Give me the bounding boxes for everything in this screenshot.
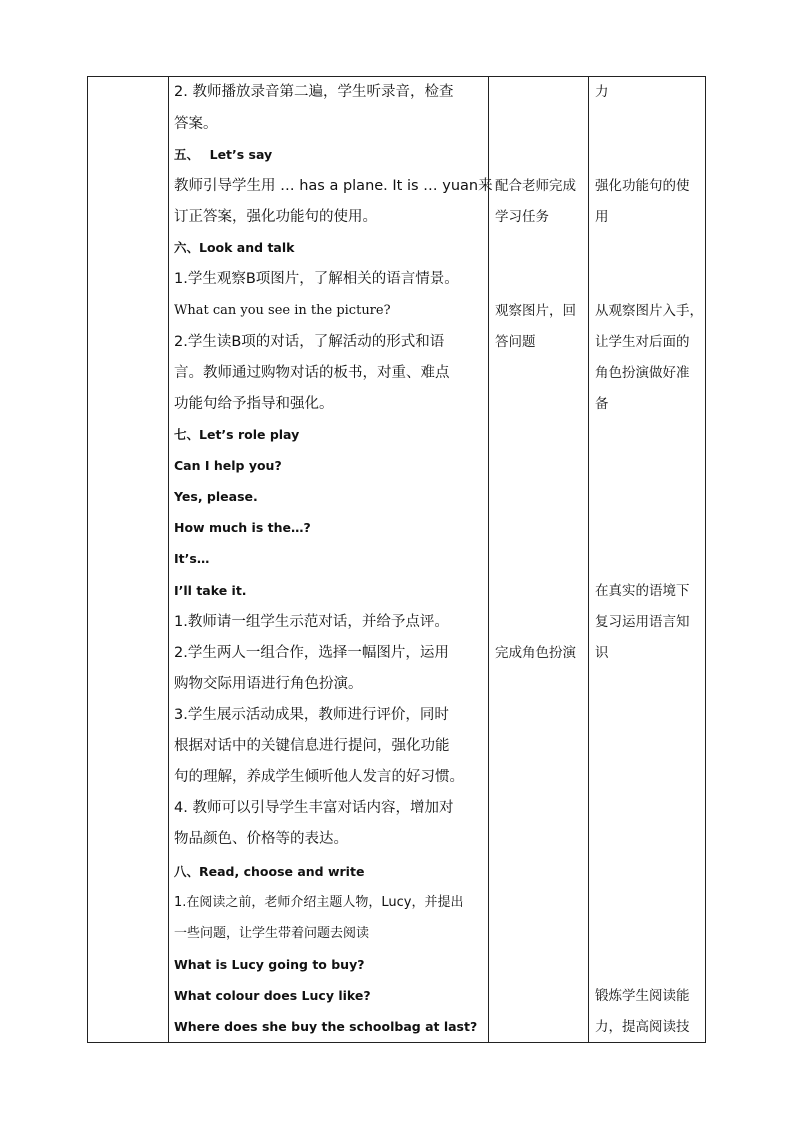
dialogue-line: I’ll take it.: [174, 583, 247, 598]
dialogue-line: Can I help you?: [174, 458, 282, 473]
purpose-line: 复习运用语言知: [595, 614, 690, 630]
purpose-line: 力: [595, 84, 609, 100]
activity-line: 订正答案，强化功能句的使用。: [174, 209, 377, 225]
student-task-line: 配合老师完成: [495, 178, 576, 194]
purpose-line: 备: [595, 396, 609, 412]
activity-line: 2.学生读B项的对话，了解活动的形式和语: [174, 334, 445, 350]
activity-line: 3.学生展示活动成果，教师进行评价，同时: [174, 707, 449, 723]
activity-line: 2.学生两人一组合作，选择一幅图片，运用: [174, 645, 449, 661]
question-line: Where does she buy the schoolbag at last?: [174, 1019, 478, 1034]
activity-line: 购物交际用语进行角色扮演。: [174, 676, 363, 692]
activity-line: 1.教师请一组学生示范对话，并给予点评。: [174, 614, 449, 630]
column-divider: [488, 77, 489, 1042]
activity-line: 1.学生观察B项图片，了解相关的语言情景。: [174, 271, 459, 287]
student-task-line: 答问题: [495, 334, 536, 350]
purpose-line: 用: [595, 209, 609, 225]
column-divider: [168, 77, 169, 1042]
student-task-line: 完成角色扮演: [495, 645, 576, 661]
activity-line: 言。教师通过购物对话的板书，对重、难点: [174, 365, 450, 381]
purpose-line: 从观察图片入手，: [595, 303, 703, 319]
question-line: What colour does Lucy like?: [174, 988, 371, 1003]
activity-line: 2. 教师播放录音第二遍，学生听录音，检查: [174, 84, 454, 100]
dialogue-line: It’s…: [174, 551, 210, 566]
purpose-line: 锻炼学生阅读能: [595, 988, 690, 1004]
purpose-line: 在真实的语境下: [595, 583, 690, 599]
activity-line: 物品颜色、价格等的表达。: [174, 831, 348, 847]
purpose-line: 识: [595, 645, 609, 661]
section-heading: 五、 Let’s say: [174, 147, 273, 162]
activity-line: 4. 教师可以引导学生丰富对话内容，增加对: [174, 800, 454, 816]
section-heading: 六、Look and talk: [174, 240, 295, 255]
section-heading: 八、Read, choose and write: [174, 864, 365, 879]
purpose-line: 力，提高阅读技: [595, 1019, 690, 1035]
purpose-line: 强化功能句的使: [595, 178, 690, 194]
activity-line: 答案。: [174, 116, 218, 132]
activity-line: 根据对话中的关键信息进行提问，强化功能: [174, 738, 450, 754]
activity-line: 教师引导学生用 … has a plane. It is … yuan来: [174, 178, 493, 194]
student-task-line: 观察图片，回: [495, 303, 576, 319]
column-divider: [588, 77, 589, 1042]
purpose-line: 让学生对后面的: [595, 334, 690, 350]
activity-line: What can you see in the picture?: [174, 303, 391, 318]
activity-line: 句的理解，养成学生倾听他人发言的好习惯。: [174, 769, 464, 785]
question-line: What is Lucy going to buy?: [174, 957, 365, 972]
activity-line: 1.在阅读之前，老师介绍主题人物，Lucy，并提出: [174, 895, 464, 910]
section-heading: 七、Let’s role play: [174, 427, 300, 442]
activity-line: 一些问题，让学生带着问题去阅读: [174, 926, 370, 941]
dialogue-line: Yes, please.: [174, 489, 258, 504]
student-task-line: 学习任务: [495, 209, 549, 225]
activity-line: 功能句给予指导和强化。: [174, 396, 334, 412]
dialogue-line: How much is the…?: [174, 520, 311, 535]
purpose-line: 角色扮演做好准: [595, 365, 690, 381]
